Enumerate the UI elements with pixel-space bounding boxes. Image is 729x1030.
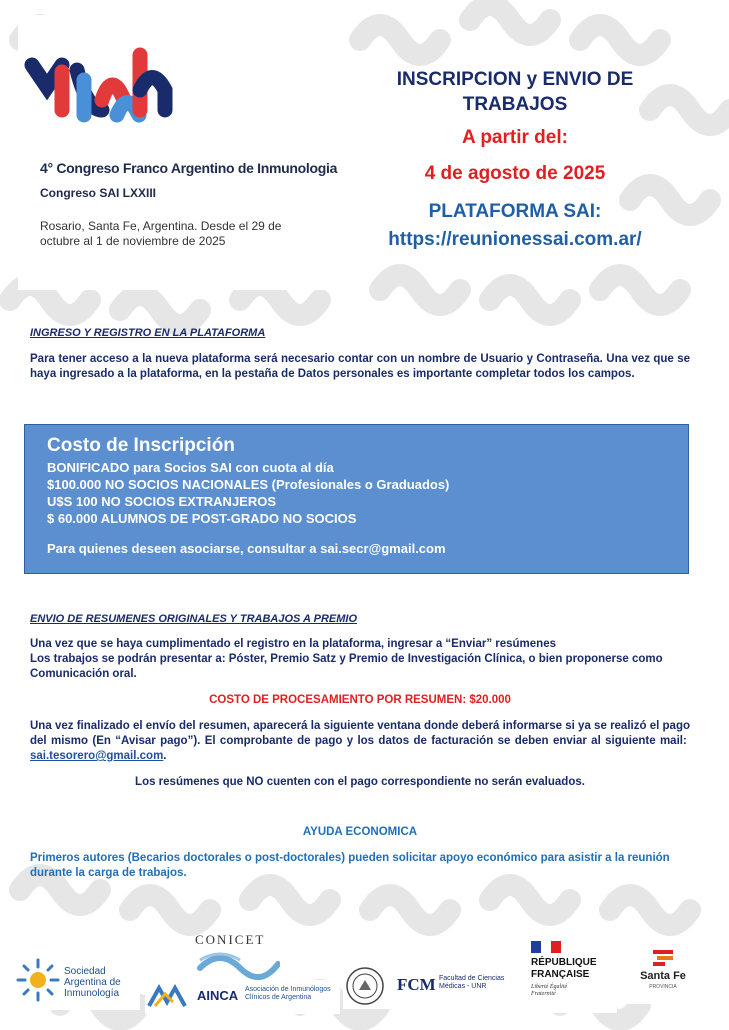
fcm-name: FCM — [397, 975, 436, 994]
inscripcion-title: INSCRIPCION y ENVIO DE TRABAJOS — [396, 69, 634, 115]
congress-title: 4° Congreso Franco Argentino de Inmunologia — [40, 160, 338, 176]
pago-text: Una vez finalizado el envío del resumen, aparecerá la siguiente ventana donde deberá informarse si ya se realizó el pago del mismo (En “Avisar pago”). El comprobante de pago y los datos de facturación se deben enviar al siguiente mail: — [30, 720, 690, 747]
costo-line: $ 60.000 ALUMNOS DE POST-GRADO NO SOCIOS — [47, 511, 357, 526]
ainca-icon — [147, 984, 189, 1010]
plataforma-link[interactable]: https://reunionessai.com.ar/ — [388, 229, 642, 250]
ayuda-text: Primeros autores (Becarios doctorales o post-doctorales) pueden solicitar apoyo económico para asistir a la reunión durante la carga de trabajos. — [30, 852, 670, 879]
costo-line: BONIFICADO para Socios SAI con cuota al día — [47, 460, 334, 475]
republique-francaise-logo — [525, 935, 617, 1013]
costo-inscripcion-box — [24, 424, 689, 574]
conicet-logo-icon — [196, 950, 280, 980]
fecha-inicio: 4 de agosto de 2025 — [424, 163, 606, 184]
santa-fe-sub: PROVINCIA — [649, 984, 677, 990]
santa-fe-icon — [653, 950, 673, 966]
santa-fe-logo — [627, 940, 699, 1004]
french-flag-icon — [531, 941, 561, 953]
costo-title: Costo de Inscripción — [47, 435, 235, 456]
envio-line-2: Los trabajos se podrán presentar a: Póster, Premio Satz y Premio de Investigación Clínica, o bien proponerse como Comunicación oral. — [30, 653, 663, 680]
ainca-logo — [145, 980, 340, 1014]
congress-place: Rosario, Santa Fe, Argentina. Desde el 29 de octubre al 1 de noviembre de 2025 — [40, 219, 282, 248]
envio-line-1: Una vez que se haya cumplimentado el registro en la plataforma, ingresar a “Enviar” resúmenes — [30, 638, 556, 650]
santa-fe-name: Santa Fe — [640, 970, 686, 982]
sai-logo-text: Sociedad Argentina de Inmunología — [64, 966, 121, 999]
fcm-subtitle: Facultad de Ciencias Médicas - UNR — [439, 975, 505, 990]
republique-text: RÉPUBLIQUE FRANÇAISE — [531, 957, 597, 980]
sun-icon — [16, 958, 60, 1002]
congress-subtitle: Congreso SAI LXXIII — [40, 186, 157, 200]
tesorero-mail-link[interactable]: sai.tesorero@gmail.com — [30, 750, 164, 762]
costo-line: U$S 100 NO SOCIOS EXTRANJEROS — [47, 494, 277, 509]
no-pago-warning: Los resúmenes que NO cuenten con el pago correspondiente no serán evaluados. — [135, 776, 585, 788]
ayuda-heading: AYUDA ECONOMICA — [302, 826, 418, 838]
costo-procesamiento: COSTO DE PROCESAMIENTO POR RESUMEN: $20.000 — [209, 694, 511, 706]
costo-asociarse: Para quienes deseen asociarse, consultar a sai.secr@gmail.com — [47, 541, 446, 556]
plataforma-label: PLATAFORMA SAI: — [428, 201, 602, 222]
ainca-name: AINCA — [197, 988, 239, 1003]
ingreso-heading: INGRESO Y REGISTRO EN LA PLATAFORMA — [30, 327, 266, 339]
a-partir-label: A partir del: — [462, 127, 568, 148]
conicet-logo-text: CONICET — [195, 932, 266, 947]
unr-seal-icon — [345, 966, 385, 1006]
pago-text-block: Una vez finalizado el envío del resumen, aparecerá la siguiente ventana donde deberá informarse si ya se realizó el pago del mismo (En “Avisar pago”). El comprobante de pago y los datos de facturación se deben enviar al siguiente mail: sai.tesorero@gmail.com. — [30, 720, 690, 762]
costo-line: $100.000 NO SOCIOS NACIONALES (Profesionales o Graduados) — [47, 477, 450, 492]
inscripcion-block — [350, 67, 680, 251]
envio-heading: ENVIO DE RESUMENES ORIGINALES Y TRABAJOS A PREMIO — [30, 613, 357, 625]
congress-logo-icon — [22, 40, 177, 135]
devise-text: Liberté Égalité Fraternité — [531, 984, 568, 997]
ainca-subtitle: Asociación de Inmunólogos Clínicos de Argentina — [245, 986, 331, 1001]
sai-logo — [12, 950, 140, 1010]
fcm-logo — [343, 963, 518, 1009]
ingreso-text: Para tener acceso a la nueva plataforma será necesario contar con un nombre de Usuario y Contraseña. Una vez que se haya ingresado a la plataforma, en la pestaña de Datos personales es importante completar todos los campos. — [30, 353, 690, 380]
